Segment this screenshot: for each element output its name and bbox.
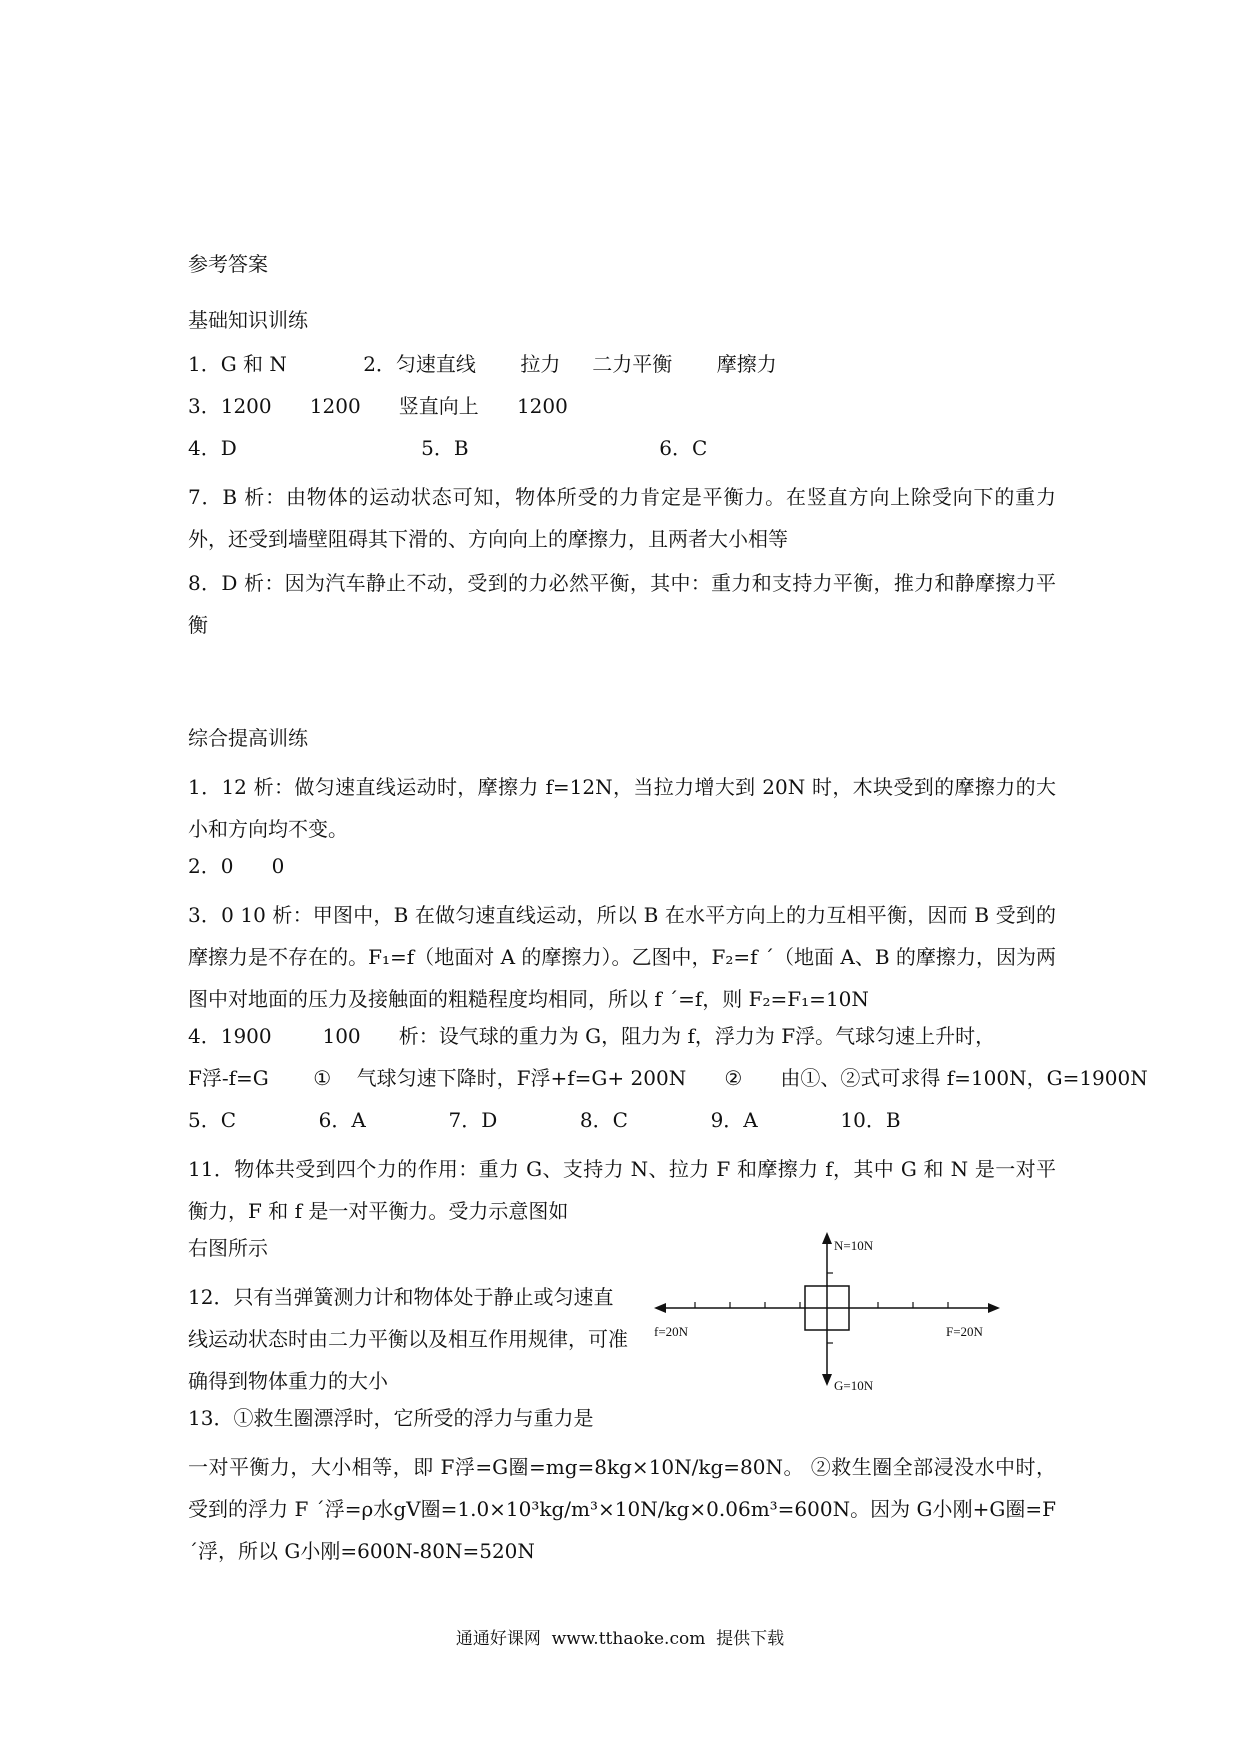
basic-heading: 基础知识训练 [188,308,308,332]
basic-line-2: 3．1200 1200 竖直向上 1200 [188,394,568,418]
advanced-line-8: 右图所示 [188,1236,268,1260]
down-arrowhead [822,1374,832,1386]
pull-force-label: F=20N [946,1324,983,1339]
advanced-line-4: 4．1900 100 析：设气球的重力为 G，阻力为 f，浮力为 F浮。气球匀速上升时， [188,1024,996,1048]
friction-label: f=20N [654,1324,689,1339]
horizontal-ticks [695,1302,948,1308]
gravity-label: G=10N [834,1378,874,1393]
page-footer: 通通好课网 www.tthaoke.com 提供下载 [455,1629,785,1649]
advanced-line-1: 1．12 析：做匀速直线运动时，摩擦力 f=12N，当拉力增大到 20N 时，木块受到的摩擦力的大小和方向均不变。 [188,775,1056,841]
advanced-line-9: 12．只有当弹簧测力计和物体处于静止或匀速直线运动状态时由二力平衡以及相互作用规律，可准确得到物体重力的大小 [188,1285,628,1393]
normal-force-label: N=10N [834,1238,874,1253]
left-arrowhead [654,1303,666,1313]
force-diagram [650,1228,1010,1418]
basic-line-5: 8．D 析：因为汽车静止不动，受到的力必然平衡，其中：重力和支持力平衡，推力和静摩擦力平衡 [188,571,1056,637]
advanced-line-5: F浮-f=G ① 气球匀速下降时，F浮+f=G+ 200N ② 由①、②式可求得 f=100N，G=1900N [188,1066,1148,1090]
advanced-line-3: 3．0 10 析：甲图中，B 在做匀速直线运动，所以 B 在水平方向上的力互相平衡，因而 B 受到的摩擦力是不存在的。F₁=f（地面对 A 的摩擦力）。乙图中，F₂=f ´（地面 A、B 的摩擦力，因为两图中对地面的压力及接触面的粗糙程度均相同，所以 f ´=f，则 F₂=F₁=10N [188,903,1056,1011]
basic-line-4: 7．B 析：由物体的运动状态可知，物体所受的力肯定是平衡力。在竖直方向上除受向下的重力外，还受到墙壁阻碍其下滑的、方向向上的摩擦力，且两者大小相等 [188,485,1056,551]
up-arrowhead [822,1232,832,1244]
advanced-heading: 综合提高训练 [188,726,308,750]
advanced-line-7: 11．物体共受到四个力的作用：重力 G、支持力 N、拉力 F 和摩擦力 f，其中 G 和 N 是一对平衡力，F 和 f 是一对平衡力。受力示意图如 [188,1157,1056,1223]
advanced-line-11: 一对平衡力，大小相等，即 F浮=G圈=mg=8kg×10N/kg=80N。 ②救生圈全部浸没水中时，受到的浮力 F ´浮=ρ水gV圈=1.0×10³kg/m³×10N/kg×0.06m³=600N。因为 G小刚+G圈=F ´浮，所以 G小刚=600N-80N=520N [188,1455,1056,1563]
basic-line-1: 1．G 和 N 2．匀速直线 拉力 二力平衡 摩擦力 [188,352,777,376]
basic-line-3: 4．D 5．B 6．C [188,436,708,460]
advanced-line-2: 2．0 0 [188,854,285,878]
advanced-line-10: 13．①救生圈漂浮时，它所受的浮力与重力是 [188,1406,594,1430]
answer-title: 参考答案 [188,252,268,276]
right-arrowhead [988,1303,1000,1313]
advanced-line-6: 5．C 6．A 7．D 8．C 9．A 10．B [188,1108,901,1132]
